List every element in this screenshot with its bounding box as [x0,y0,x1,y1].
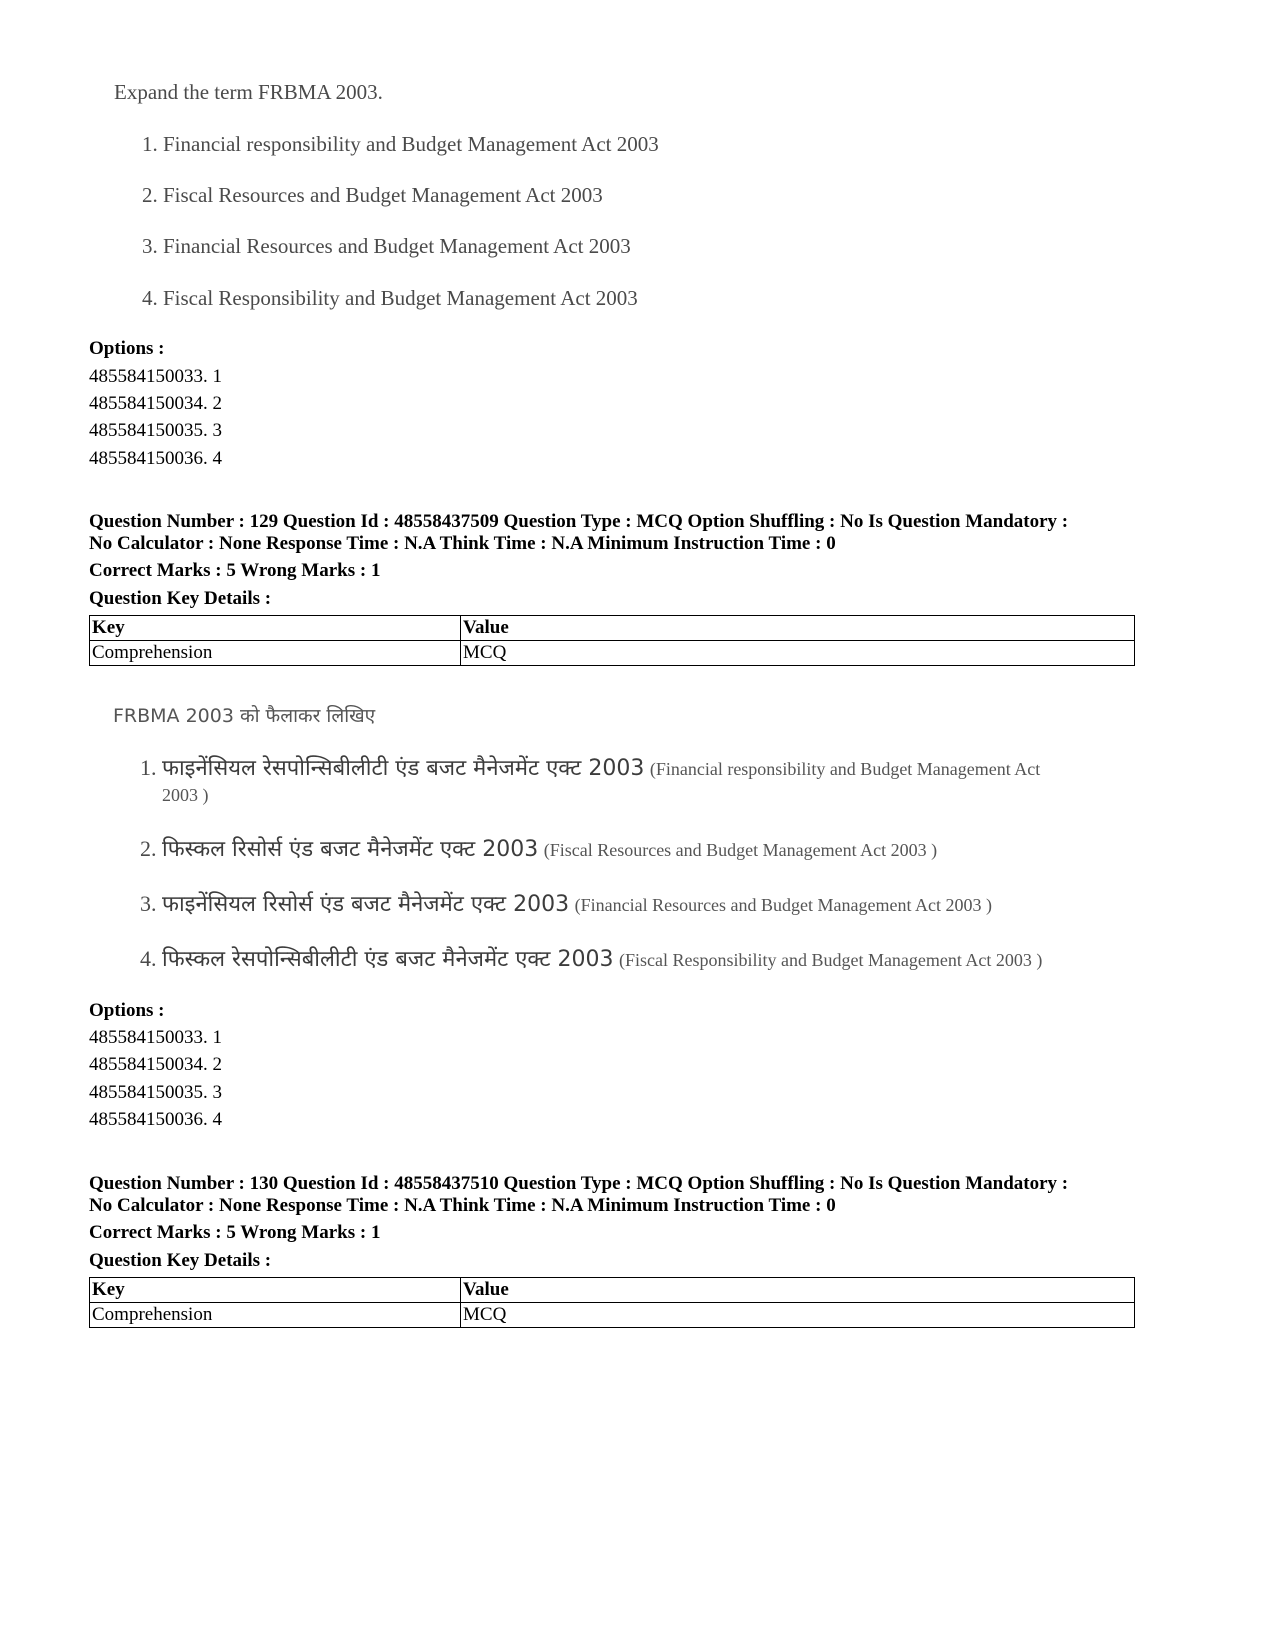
table-header-key: Key [90,616,461,641]
question-option-4-hindi [140,947,1042,972]
question-meta-line-1: Question Number : 130 Question Id : 48558437510 Question Type : MCQ Option Shuffling : No Is Question Mandatory : [89,1173,1069,1194]
question-option-3-hindi [140,892,992,917]
marks-line: Correct Marks : 5 Wrong Marks : 1 [89,1222,381,1243]
key-details-heading: Question Key Details : [89,588,272,609]
option-english-text: (Financial Resources and Budget Management Act 2003 ) [574,895,992,915]
question-option-1-hindi [140,756,1040,781]
question-option-2-hindi [140,837,937,862]
option-number: 2. [140,836,157,861]
question-meta-line-1: Question Number : 129 Question Id : 48558437509 Question Type : MCQ Option Shuffling : No Is Question Mandatory : [89,511,1069,532]
option-english-text-cont: 2003 ) [162,785,209,805]
question-meta-line-2: No Calculator : None Response Time : N.A Think Time : N.A Minimum Instruction Time : 0 [89,1195,836,1216]
key-details-table [89,615,1135,666]
option-hindi-text: फिस्कल रिसोर्स एंड बजट मैनेजमेंट एक्ट 2003 [162,837,539,862]
option-id-4: 485584150036. 4 [89,1109,222,1130]
option-hindi-text: फाइनेंसियल रेसपोन्सिबीलीटी एंड बजट मैनेजमेंट एक्ट 2003 [162,756,645,781]
table-cell-value: MCQ [461,1303,1135,1328]
key-details-heading: Question Key Details : [89,1250,272,1271]
question-option-1: 1. Financial responsibility and Budget Management Act 2003 [142,132,659,156]
question-option-3: 3. Financial Resources and Budget Management Act 2003 [142,234,631,258]
table-header-value: Value [461,1278,1135,1303]
option-id-1: 485584150033. 1 [89,1027,222,1048]
table-cell-key: Comprehension [90,1303,461,1328]
table-cell-key: Comprehension [90,641,461,666]
table-cell-value: MCQ [461,641,1135,666]
option-id-2: 485584150034. 2 [89,393,222,414]
options-heading: Options : [89,338,165,359]
option-hindi-text: फाइनेंसियल रिसोर्स एंड बजट मैनेजमेंट एक्ट 2003 [162,892,570,917]
question-option-2: 2. Fiscal Resources and Budget Management Act 2003 [142,183,603,207]
question-title-hindi: FRBMA 2003 को फैलाकर लिखिए [113,705,376,727]
table-header-row [90,616,1135,641]
option-number: 3. [140,891,157,916]
option-id-3: 485584150035. 3 [89,420,222,441]
table-header-key: Key [90,1278,461,1303]
option-id-3: 485584150035. 3 [89,1082,222,1103]
option-english-text: (Fiscal Resources and Budget Management Act 2003 ) [543,840,938,860]
option-english-text: (Fiscal Responsibility and Budget Management Act 2003 ) [618,950,1043,970]
option-number: 1. [140,755,157,780]
key-details-table [89,1277,1135,1328]
option-hindi-text: फिस्कल रेसपोन्सिबीलीटी एंड बजट मैनेजमेंट एक्ट 2003 [162,947,614,972]
option-id-4: 485584150036. 4 [89,448,222,469]
option-id-2: 485584150034. 2 [89,1054,222,1075]
option-number: 4. [140,946,157,971]
option-english-text: (Financial responsibility and Budget Management Act [649,759,1041,779]
table-row [90,1303,1135,1328]
option-id-1: 485584150033. 1 [89,366,222,387]
table-row [90,641,1135,666]
question-option-4: 4. Fiscal Responsibility and Budget Management Act 2003 [142,286,638,310]
table-header-row [90,1278,1135,1303]
marks-line: Correct Marks : 5 Wrong Marks : 1 [89,560,381,581]
question-meta-line-2: No Calculator : None Response Time : N.A Think Time : N.A Minimum Instruction Time : 0 [89,533,836,554]
question-option-1-hindi-cont [162,782,209,807]
table-header-value: Value [461,616,1135,641]
question-title: Expand the term FRBMA 2003. [114,80,383,104]
options-heading: Options : [89,1000,165,1021]
